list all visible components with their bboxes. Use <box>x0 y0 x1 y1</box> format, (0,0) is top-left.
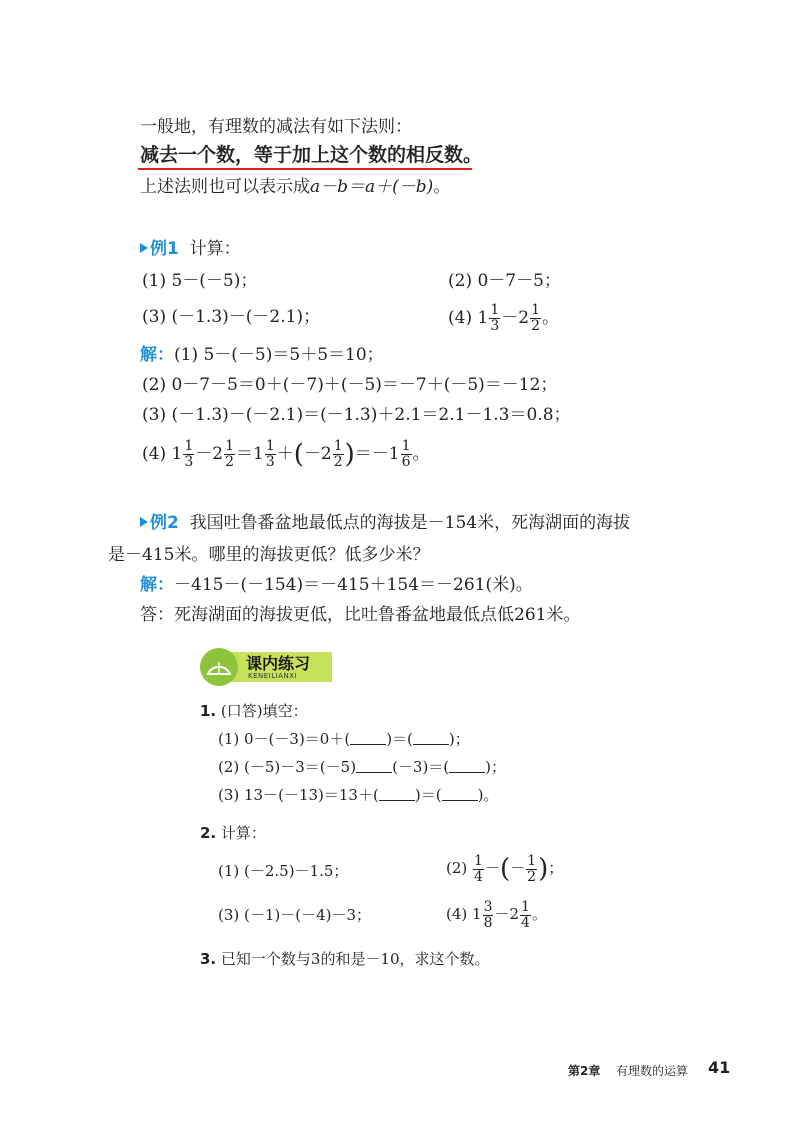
fraction: $\frac{1}{2}$ <box>527 852 537 885</box>
protractor-icon <box>200 648 238 686</box>
solution-line-2: (2) 0－7－5＝0＋(－7)＋(－5)＝－7＋(－5)＝－12； <box>142 375 558 395</box>
question-1b: (2) (－5)－3＝(－5) (－3)＝( )； <box>218 758 507 776</box>
fraction: $\frac{1}{2}$ <box>225 438 234 470</box>
example2-label: 例2 <box>150 513 179 533</box>
fraction: $\frac{1}{2}$ <box>333 438 343 470</box>
footer-title: 有理数的运算 <box>616 1064 689 1078</box>
solution-label: 解： <box>140 345 174 365</box>
mixed-whole: (4) 1 <box>448 308 489 328</box>
question-2-4: (4) 1 $\frac{3}{8}$ －2 $\frac{1}{4}$ 。 <box>446 898 547 931</box>
fraction: $\frac{3}{8}$ <box>483 898 493 931</box>
triangle-marker-icon <box>140 517 148 527</box>
formula-line <box>140 176 450 198</box>
example1-task: 计算： <box>189 239 241 259</box>
fraction: $\frac{1}{3}$ <box>184 438 194 470</box>
question-3: 3. 已知一个数与3的和是－10，求这个数。 <box>200 950 490 968</box>
question-1a: (1) 0－(－3)＝0＋( )＝( )； <box>218 730 470 748</box>
example2-answer: 答：死海湖面的海拔更低，比吐鲁番盆地最低点低261米。 <box>140 605 581 625</box>
example1-problem-1: (1) 5－(－5)； <box>142 271 258 291</box>
fraction: $\frac{1}{3}$ <box>265 438 275 470</box>
question-2-2: (2) $\frac{1}{4}$ －(－ $\frac{1}{2}$ )； <box>446 852 564 885</box>
example2-line-2: 是－415米。哪里的海拔更低？低多少米？ <box>108 545 430 565</box>
solution-line-1: 解：(1) 5－(－5)＝5＋5＝10； <box>140 345 384 365</box>
rule-underline <box>138 168 472 170</box>
question-1: 1. (口答)填空： <box>200 702 308 720</box>
formula: a－b＝a＋(－b) <box>310 177 434 197</box>
example1-heading <box>140 238 241 260</box>
fraction: $\frac{1}{3}$ <box>490 302 500 334</box>
example1-problem-3: (3) (－1.3)－(－2.1)； <box>142 307 321 327</box>
footer-chapter: 第2章 <box>568 1064 601 1078</box>
question-2-1: (1) (－2.5)－1.5； <box>218 862 349 880</box>
question-2-3: (3) (－1)－(－4)－3； <box>218 906 372 924</box>
formula-prefix: 上述法则也可以表示成 <box>140 177 310 197</box>
page-number: 41 <box>708 1058 731 1077</box>
fraction: $\frac{1}{4}$ <box>521 898 530 931</box>
answer-blank[interactable] <box>442 786 478 801</box>
example1-problem-4: (4) 1 $\frac{1}{3}$ －2 $\frac{1}{2}$ 。 <box>448 302 559 334</box>
solution-label: 解： <box>140 575 174 595</box>
intro-line: 一般地，有理数的减法有如下法则： <box>140 117 412 137</box>
answer-blank[interactable] <box>413 730 449 745</box>
practice-banner <box>200 648 335 686</box>
practice-title: 课内练习 <box>246 654 311 673</box>
answer-blank[interactable] <box>449 758 485 773</box>
triangle-marker-icon <box>140 243 148 253</box>
solution-line-4: (4) 1 $\frac{1}{3}$ －2 $\frac{1}{2}$ ＝1 $\frac{1}{3}$ ＋(－2 $\frac{1}{2}$ )＝－1 $\frac{1}{6}$ 。 <box>142 438 430 470</box>
example2-solution: 解：－415－(－154)＝－415＋154＝－261(米)。 <box>140 575 533 595</box>
mixed-whole: －2 <box>501 308 530 328</box>
fraction: $\frac{1}{6}$ <box>401 438 411 470</box>
fraction: $\frac{1}{2}$ <box>531 302 540 334</box>
question-1c: (3) 13－(－13)＝13＋( )＝( )。 <box>218 786 499 804</box>
solution-line-3: (3) (－1.3)－(－2.1)＝(－1.3)＋2.1＝2.1－1.3＝0.8； <box>142 405 571 425</box>
answer-blank[interactable] <box>350 730 386 745</box>
subtraction-rule: 减去一个数，等于加上这个数的相反数。 <box>140 144 483 166</box>
example1-label: 例1 <box>150 239 179 259</box>
fraction: $\frac{1}{4}$ <box>474 852 483 885</box>
example1-problem-2: (2) 0－7－5； <box>448 271 561 291</box>
answer-blank[interactable] <box>379 786 415 801</box>
question-2: 2. 计算： <box>200 824 266 842</box>
formula-suffix: 。 <box>433 177 451 197</box>
example2-line-1: 例2 我国吐鲁番盆地最低点的海拔是－154米，死海湖面的海拔 <box>140 512 630 534</box>
practice-subtitle: KENEILIANXI <box>248 672 298 680</box>
answer-blank[interactable] <box>356 758 392 773</box>
